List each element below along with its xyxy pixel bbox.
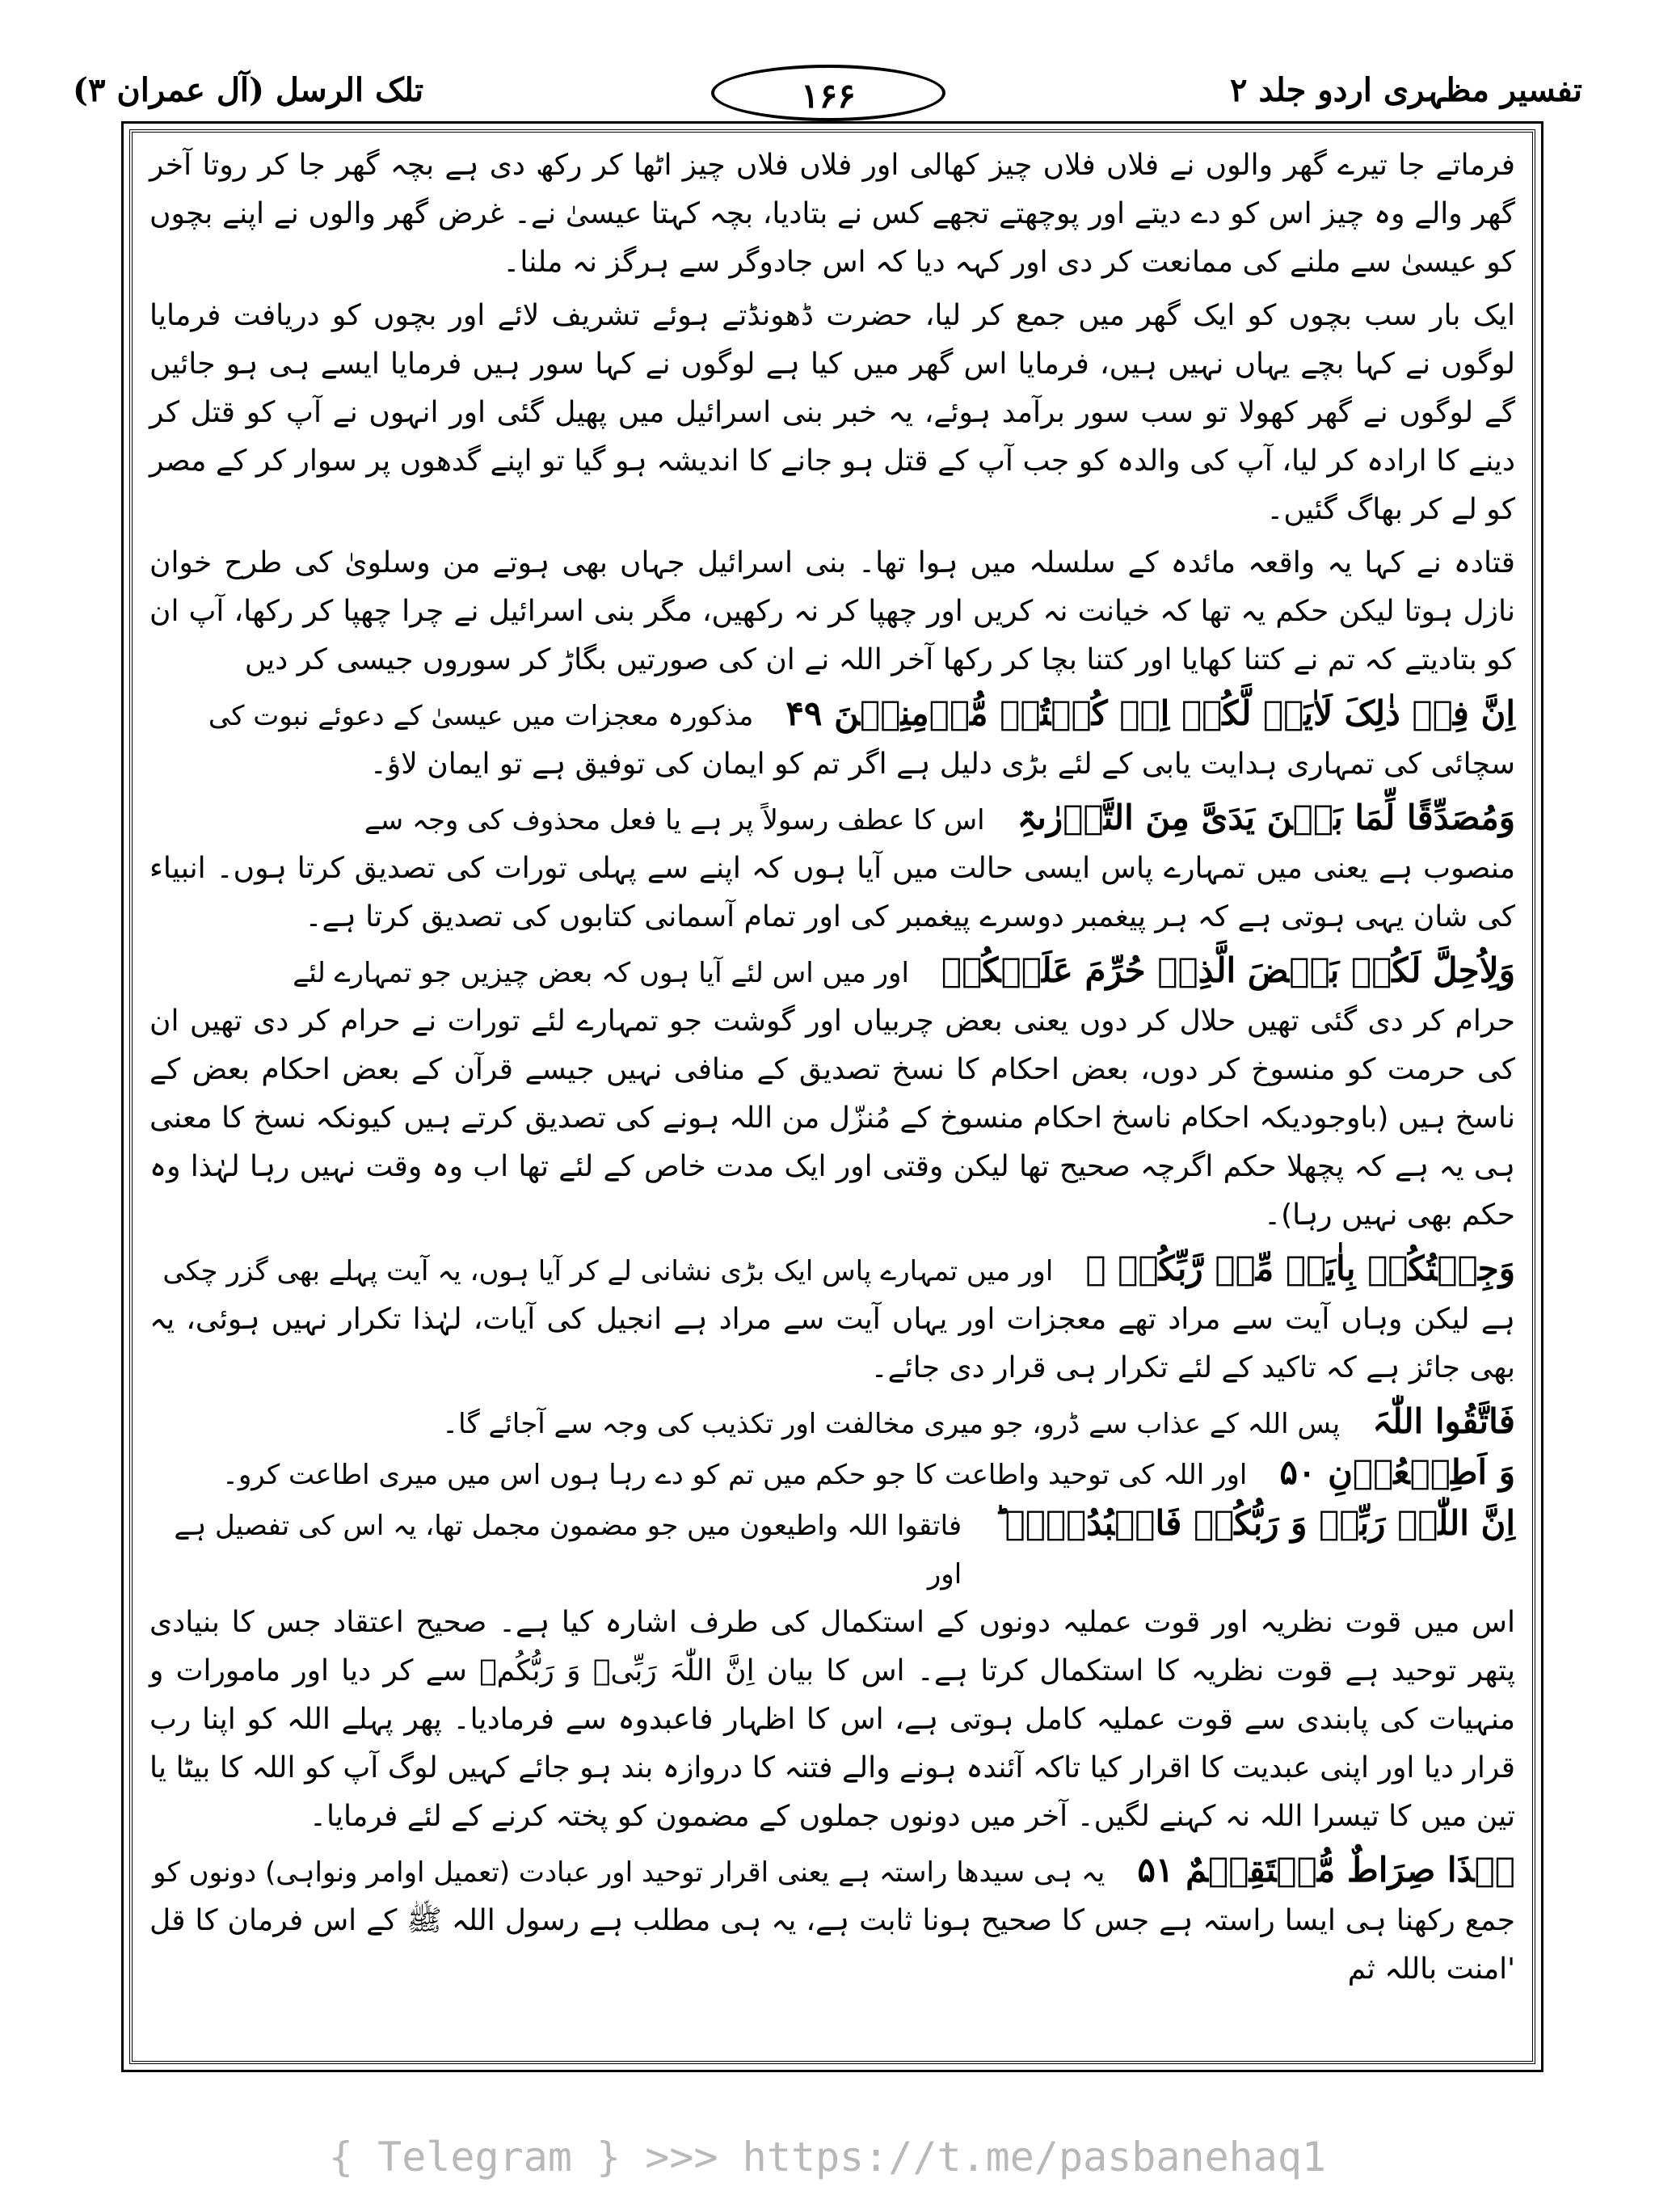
verse-row [149, 794, 1515, 845]
book-title: تفسیر مظہری اردو جلد ۲ [1230, 71, 1582, 109]
verse-translation: پس اللہ کے عذاب سے ڈرو، جو میری مخالفت اور تکذیب کی وجہ سے آجائے گا۔ [442, 1408, 1341, 1440]
verse-row [149, 1448, 1515, 1499]
verse-translation: مذکورہ معجزات میں عیسیٰ کے دعوئے نبوت کی [208, 700, 754, 732]
verse-row [149, 1499, 1515, 1599]
quran-verse: ہٰذَا صِرَاطٌ مُّسۡتَقِیۡمٌ ۵۱ [1137, 1850, 1515, 1890]
verse-translation: فاتقوا اللہ واطیعون میں جو مضمون مجمل تھا، یہ اس کی تفصیل ہے اور [174, 1510, 962, 1591]
verse-translation: اور میں اس لئے آیا ہوں کہ بعض چیزیں جو تمہارے لئے [293, 957, 909, 989]
verse-row [149, 689, 1515, 740]
section-title: تلک الرسل (آل عمران ۳) [73, 71, 424, 109]
quran-verse: اِنَّ فِیۡ ذٰلِکَ لَاٰیَۃً لَّکُمۡ اِنۡ کُنۡتُمۡ مُّؤۡمِنِیۡنَ ۴۹ [785, 693, 1515, 733]
commentary: جمع رکھنا ہی ایسا راستہ ہے جس کا صحیح ہونا ثابت ہے، یہ ہی مطلب ہے رسول اللہ ﷺ کے اس فرمان کا قل 'امنت باللہ ثم [149, 1904, 1515, 1986]
verse-translation: اس کا عطف رسولاً پر ہے یا فعل محذوف کی وجہ سے [364, 804, 985, 836]
commentary: ہے لیکن وہاں آیت سے مراد تھے معجزات اور یہاں آیت سے مراد ہے انجیل کی آیات، لہٰذا تکرار نہیں ہوئی، یہ بھی جائز ہے کہ تاکید کے لئے تکرار ہی قرار دی جائے۔ [149, 1303, 1515, 1384]
page-number: ۱۶۶ [711, 65, 945, 121]
verse-translation: اور میں تمہارے پاس ایک بڑی نشانی لے کر آیا ہوں، یہ آیت پہلے بھی گزر چکی [162, 1255, 1054, 1287]
quran-verse: وَمُصَدِّقًا لِّمَا بَیۡنَ یَدَیَّ مِنَ التَّوۡرٰىۃِ [1017, 798, 1515, 837]
telegram-watermark: { Telegram } >>> https://t.me/pasbanehaq1 [328, 2134, 1327, 2180]
paragraph: ایک بار سب بچوں کو ایک گھر میں جمع کر لیا، حضرت ڈھونڈتے ہوئے تشریف لائے اور بچوں کو دریافت فرمایا لوگوں نے کہا بچے یہاں نہیں ہیں، فرمایا اس گھر میں کیا ہے لوگوں نے کہا سور ہیں فرمایا ایسے ہی ہو جائیں گے لوگوں نے گھر کھولا تو سب سور برآمد ہوئے، یہ خبر بنی اسرائیل میں پھیل گئی اور انہوں نے آپ کو قتل کر دینے کا ارادہ کر لیا، آپ کی والدہ کو جب آپ کے قتل ہو جانے کا اندیشہ ہو گیا تو اپنے گدھوں پر سوار کر کے مصر کو لے کر بھاگ گئیں۔ [149, 299, 1515, 526]
commentary: اس میں قوت نظریہ اور قوت عملیہ دونوں کے استکمال کی طرف اشارہ کیا ہے۔ صحیح اعتقاد جس کا بنیادی پتھر توحید ہے قوت نظریہ کا استکمال کرتا ہے۔ اس کا بیان اِنَّ اللّٰہَ رَبِّیۡ وَ رَبُّکُمۡ سے کر دیا اور مامورات و منہیات کی پابندی سے قوت عملیہ کامل ہوتی ہے، اس کا اظہار فاعبدوہ سے فرمادیا۔ پھر پہلے اللہ کو اپنا رب قرار دیا اور اپنی عبدیت کا اقرار کیا تاکہ آئندہ ہونے والے فتنہ کا دروازہ بند ہو جائے کہیں لوگ آپ کو اللہ کا بیٹا یا تین میں کا تیسرا اللہ نہ کہنے لگیں۔ آخر میں دونوں جملوں کے مضمون کو پختہ کرنے کے لئے فرمایا۔ [149, 1606, 1515, 1833]
verse-translation: اور اللہ کی توحید واطاعت کا جو حکم میں تم کو دے رہا ہوں اس میں میری اطاعت کرو۔ [221, 1459, 1248, 1491]
quran-verse: وَجِئۡتُکُمۡ بِاٰیَۃٍ مِّنۡ رَّبِّکُمۡ ۟ [1085, 1249, 1515, 1288]
quran-verse: فَاتَّقُوا اللّٰہَ [1372, 1401, 1515, 1441]
verse-translation: یہ ہی سیدھا راستہ ہے یعنی اقرار توحید اور عبادت (تعمیل اوامر ونواہی) دونوں کو [153, 1856, 1105, 1889]
verse-row [149, 1245, 1515, 1296]
paragraph: فرماتے جا تیرے گھر والوں نے فلاں فلاں چیز کھالی اور فلاں فلاں چیز اٹھا کر رکھ دی ہے بچہ گھر جا کر روتا آخر گھر والے وہ چیز اس کو دے دیتے اور پوچھتے تجھے کس نے بتادیا، بچہ کہتا عیسیٰ نے۔ غرض گھر والوں نے اپنے بچوں کو عیسیٰ سے ملنے کی ممانعت کر دی اور کہہ دیا کہ اس جادوگر سے ہرگز نہ ملنا۔ [149, 149, 1515, 279]
quran-verse: وَ اَطِیۡعُوۡنِ ۵۰ [1279, 1452, 1515, 1492]
quran-verse: اِنَّ اللّٰہَ رَبِّیۡ وَ رَبُّکُمۡ فَاعۡبُدُوۡہُ ؕ [994, 1503, 1515, 1543]
commentary: سچائی کی تمہاری ہدایت یابی کے لئے بڑی دلیل ہے اگر تم کو ایمان کی توفیق ہے تو ایمان لاؤ۔ [369, 748, 1515, 781]
verse-row [149, 1846, 1515, 1897]
verse-row [149, 946, 1515, 997]
commentary: حرام کر دی گئی تھیں حلال کر دوں یعنی بعض چربیاں اور گوشت جو تمہارے لئے تورات نے حرام کر دی تھیں ان کی حرمت کو منسوخ کر دوں، بعض احکام کا نسخ تصدیق کے منافی نہیں جیسے قرآن کے بعض احکام بعض کے ناسخ ہیں (باوجودیکہ احکام ناسخ احکام منسوخ کے مُنزّل من اللہ ہونے کی تصدیق کرتے ہیں کیونکہ نسخ کا معنی ہی یہ ہے کہ پچھلا حکم اگرچہ صحیح تھا لیکن وقتی اور ایک مدت خاص کے لئے تھا اب وہ وقت نہیں رہا لہٰذا وہ حکم بھی نہیں رہا)۔ [149, 1005, 1515, 1232]
paragraph: قتادہ نے کہا یہ واقعہ مائدہ کے سلسلہ میں ہوا تھا۔ بنی اسرائیل جہاں بھی ہوتے من وسلویٰ کی طرح خوان نازل ہوتا لیکن حکم یہ تھا کہ خیانت نہ کریں اور چھپا کر نہ رکھیں، مگر بنی اسرائیل نے چرا چھپا کر رکھا، آپ ان کو بتادیتے کہ تم نے کتنا کھایا اور کتنا بچا کر رکھا آخر اللہ نے ان کی صورتیں بگاڑ کر سوروں جیسی کر دیں [149, 546, 1515, 676]
quran-verse: وَلِاُحِلَّ لَکُمۡ بَعۡضَ الَّذِیۡ حُرِّمَ عَلَیۡکُمۡ [941, 950, 1515, 990]
commentary: منصوب ہے یعنی میں تمہارے پاس ایسی حالت میں آیا ہوں کہ اپنے سے پہلی تورات کی تصدیق کرتا ہوں۔ انبیاء کی شان یہی ہوتی ہے کہ ہر پیغمبر دوسرے پیغمبر کی اور تمام آسمانی کتابوں کی تصدیق کرتا ہے۔ [149, 852, 1515, 933]
page-content [149, 141, 1515, 1999]
verse-row [149, 1397, 1515, 1448]
